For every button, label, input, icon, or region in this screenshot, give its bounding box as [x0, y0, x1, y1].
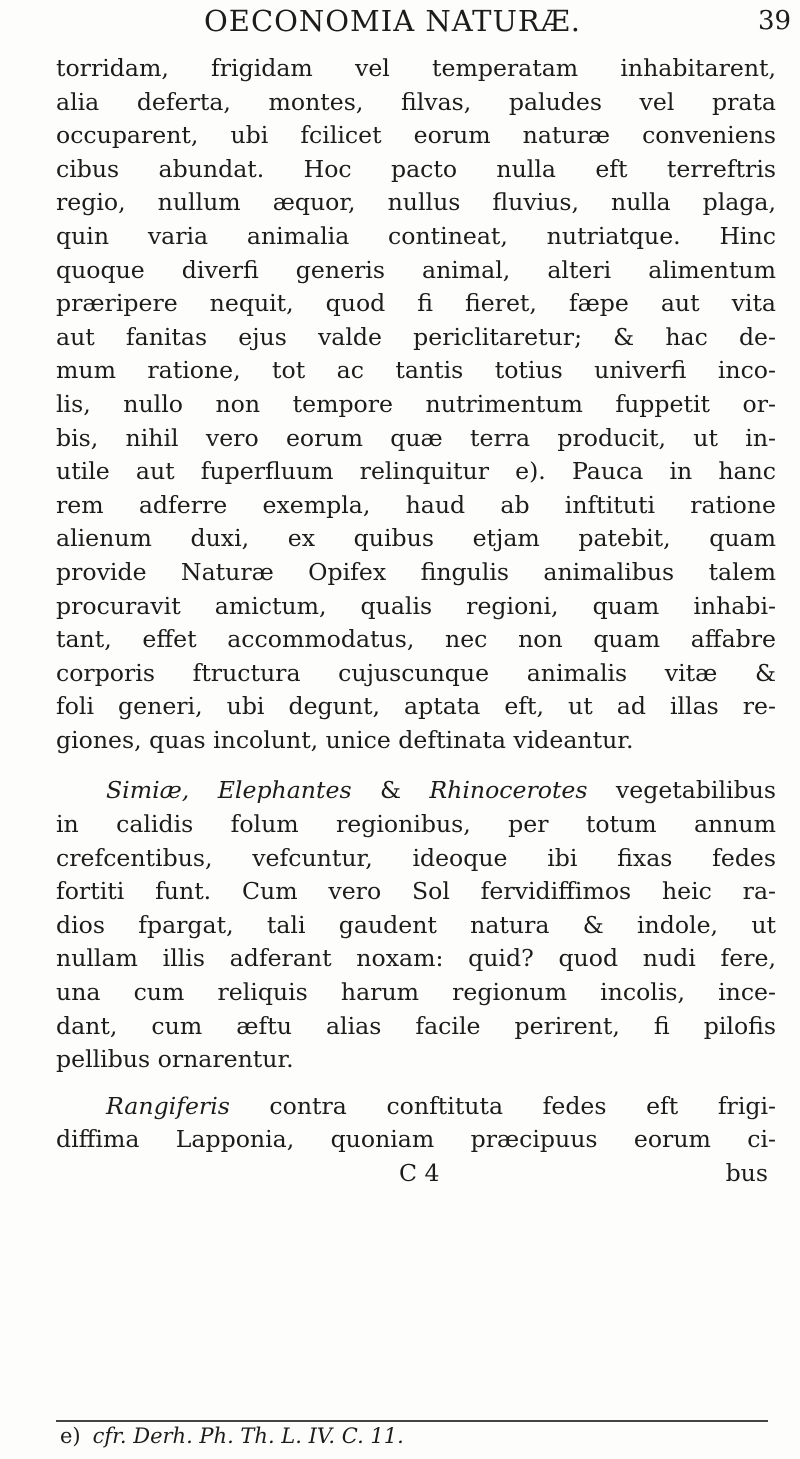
text-line: rem adferre exempla, haud ab inftituti ratione — [56, 490, 776, 519]
text-run: & — [351, 776, 430, 805]
italic-term: Rangiferis — [106, 1091, 230, 1120]
text-line: dios fpargat, tali gaudent natura & indole, ut — [56, 910, 776, 939]
text-line: præripere nequit, quod fi fieret, fæpe aut vita — [56, 289, 776, 318]
footnote-rule — [56, 1420, 768, 1422]
text-line: dant, cum æftu alias facile perirent, fi pilofis — [56, 1011, 776, 1040]
text-line: crefcentibus, vefcuntur, ideoque ibi fixas fedes — [56, 843, 776, 872]
text-line: in calidis folum regionibus, per totum annum — [56, 810, 776, 839]
text-line-lead — [56, 774, 776, 808]
text-line: quoque diverfi generis animal, alteri alimentum — [56, 255, 776, 284]
text-line: una cum reliquis harum regionum incolis, ince- — [56, 978, 776, 1007]
text-line: torridam, frigidam vel temperatam inhabitarent, — [56, 54, 776, 82]
text-line: utile aut fuperfluum relinquitur e). Pauca in hanc — [56, 457, 776, 486]
paragraph-gap — [56, 757, 776, 774]
text-line: lis, nullo non tempore nutrimentum fuppetit or- — [56, 389, 776, 418]
text-line: corporis ftructura cujuscunque animalis vitæ & — [56, 658, 776, 687]
text-line: quin varia animalia contineat, nutriatque. Hinc — [56, 221, 776, 250]
signature-line — [56, 1157, 776, 1191]
text-line: foli generi, ubi degunt, aptata eft, ut ad illas re- — [56, 692, 776, 721]
paragraph-3 — [56, 1090, 776, 1191]
text-run: vegetabilibus — [587, 776, 776, 805]
signature-mark: C 4 — [399, 1159, 440, 1187]
text-line: pellibus ornarentur. — [56, 1045, 294, 1074]
text-line: alienum duxi, ex quibus etjam patebit, quam — [56, 524, 776, 553]
running-header — [0, 4, 800, 44]
text-line: fortiti funt. Cum vero Sol fervidiffimos heic ra- — [56, 877, 776, 906]
running-title: OECONOMIA NATURÆ. — [204, 4, 581, 38]
text-line: mum ratione, tot ac tantis totius univerfi inco- — [56, 356, 776, 385]
text-line: occuparent, ubi fcilicet eorum naturæ conveniens — [56, 121, 776, 150]
text-line: regio, nullum æquor, nullus fluvius, nulla plaga, — [56, 188, 776, 217]
paragraph-1 — [56, 52, 776, 757]
text-run: contra conftituta fedes eft frigi- — [229, 1091, 776, 1120]
text-line: aut fanitas ejus valde periclitaretur; & hac de- — [56, 322, 776, 351]
text-line: procuravit amictum, qualis regioni, quam inhabi- — [56, 591, 776, 620]
footnote — [60, 1424, 404, 1448]
text-line: tant, effet accommodatus, nec non quam affabre — [56, 625, 776, 654]
paragraph-gap — [56, 1077, 776, 1090]
italic-term: Simiæ, Elephantes — [106, 776, 352, 805]
text-line: alia deferta, montes, filvas, paludes vel prata — [56, 87, 776, 116]
text-line: nullam illis adferant noxam: quid? quod nudi fere, — [56, 944, 776, 973]
catchword: bus — [725, 1159, 768, 1187]
text-line-lead — [56, 1090, 776, 1124]
footnote-marker: e) — [60, 1424, 81, 1448]
text-line: provide Naturæ Opifex fingulis animalibus talem — [56, 557, 776, 586]
text-line: giones, quas incolunt, unice deftinata videantur. — [56, 725, 634, 754]
paragraph-2 — [56, 774, 776, 1076]
body-text — [56, 52, 776, 1191]
italic-term: Rhinocerotes — [429, 776, 588, 805]
text-line: diffima Lapponia, quoniam præcipuus eorum ci- — [56, 1125, 776, 1154]
page-number: 39 — [758, 6, 792, 36]
footnote-text: cfr. Derh. Ph. Th. L. IV. C. 11. — [92, 1424, 404, 1448]
text-line: bis, nihil vero eorum quæ terra producit, ut in- — [56, 423, 776, 452]
text-line: cibus abundat. Hoc pacto nulla eft terreftris — [56, 154, 776, 183]
